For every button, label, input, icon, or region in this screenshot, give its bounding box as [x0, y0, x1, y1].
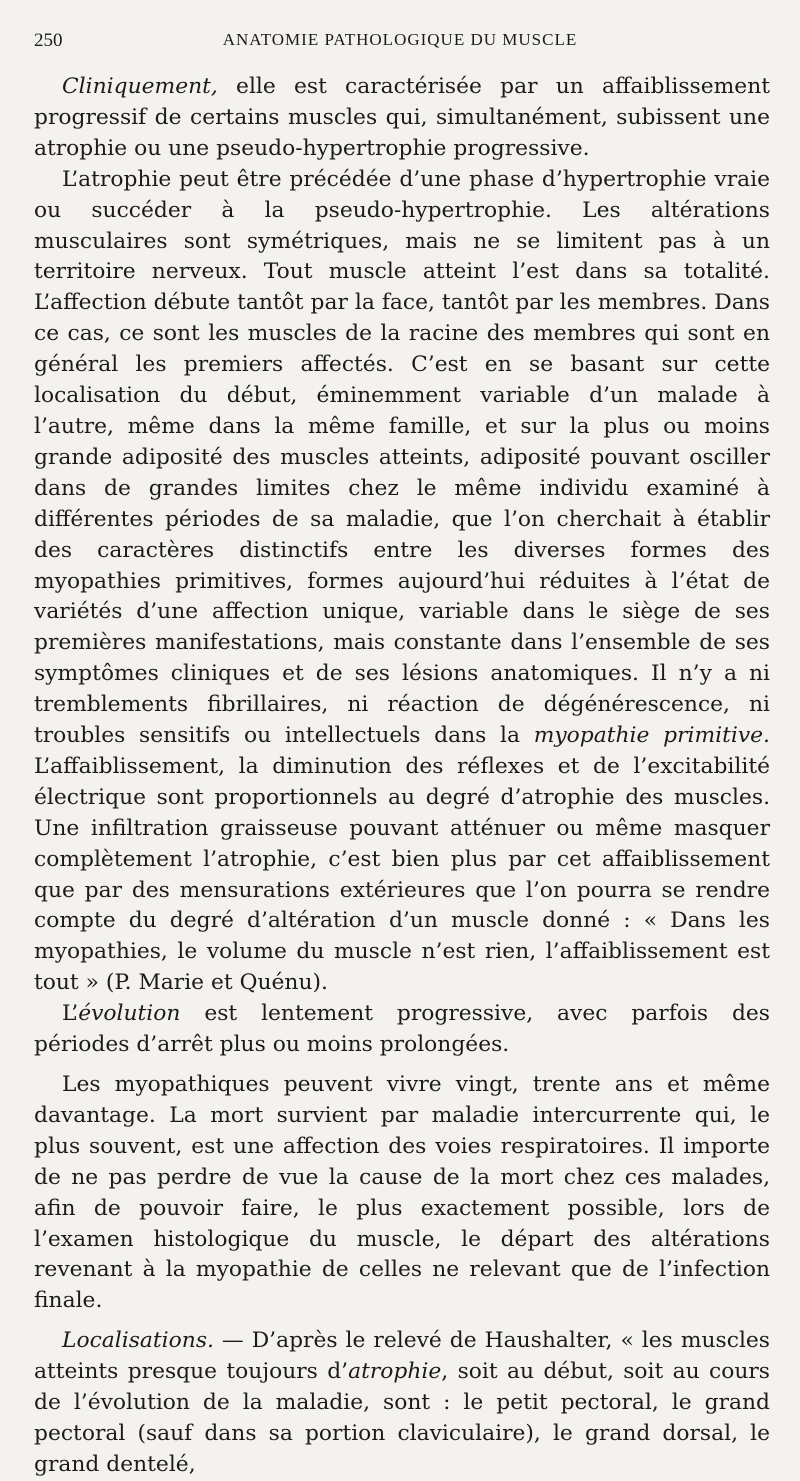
paragraph-text: — D’après le relevé de Haushalter, « les muscles atteints presque toujours d’	[34, 1328, 770, 1385]
paragraph-evolution	[34, 999, 770, 1061]
paragraph-text: elle est caractérisée par un affaiblissement progressif de certains muscles qui, simultanément, subissent une atrophie ou une pseudo-hypertrophie progressive.	[34, 74, 770, 161]
paragraph-text: L’affaiblissement, la diminution des réflexes et de l’excitabilité électrique sont proportionnels au degré d’atrophie des muscles. Une infiltration graisseuse pouvant atténuer ou même masquer complètement l’atrophie, c’est bien plus par cet affaiblissement que par des mensurations extérieures que l’on pourra se rendre compte du degré d’altération d’un muscle donné : « Dans les myopathies, le volume du muscle n’est rien, l’affaiblissement est tout » (P. Marie et Quénu).	[34, 753, 770, 996]
paragraph-survival	[34, 1070, 770, 1317]
paragraph-text: Les myopathiques peuvent vivre vingt, trente ans et même davantage. La mort survient par maladie intercurrente qui, le plus souvent, est une affection des voies respiratoires. Il importe de ne pas perdre de vue la cause de la mort chez ces malades, afin de pouvoir faire, le plus exactement possible, lors de l’examen histologique du muscle, le départ des altérations revenant à la myopathie de celles ne relevant que de l’infection finale.	[34, 1072, 770, 1314]
italic-term: Localisations.	[62, 1328, 214, 1354]
italic-term: myopathie primitive.	[533, 723, 770, 749]
paragraph-text: L’atrophie peut être précédée d’une phase d’hypertrophie vraie ou succéder à la pseudo-hypertrophie. Les altérations musculaires sont symétriques, mais ne se limitent pas à un territoire nerveux. Tout muscle atteint l’est dans sa totalité. L’affection débute tantôt par la face, tantôt par les membres. Dans ce cas, ce sont les muscles de la racine des membres qui sont en général les premiers affectés. C’est en se basant sur cette localisation du début, éminemment variable d’un malade à l’autre, même dans la même famille, et sur la plus ou moins grande adiposité des muscles atteints, adiposité pouvant osciller dans de grandes limites chez le même individu examiné à différentes périodes de sa maladie, que l’on cherchait à établir des caractères distinctifs entre les diverses formes des myopathies primitives, formes aujourd’hui réduites à l’état de variétés d’une affection unique, variable dans le siège de ses premières manifestations, mais constante dans l’ensemble de ses symptômes cliniques et de ses lésions anatomiques. Il n’y a ni tremblements fibrillaires, ni réaction de dégénérescence, ni troubles sensitifs ou intellectuels dans la	[34, 166, 770, 749]
page-header	[34, 30, 766, 56]
paragraph-atrophy	[34, 165, 770, 999]
italic-term: évolution	[78, 1001, 181, 1027]
paragraph-clinical	[34, 72, 770, 165]
paragraph-text: L’	[62, 1001, 79, 1027]
italic-term: atrophie	[348, 1359, 442, 1385]
paragraph-text: , soit au début, soit au cours de l’évolution de la maladie, sont : le petit pectoral, le grand pectoral (sauf dans sa portion claviculaire), le grand dorsal, le grand dentelé,	[34, 1359, 770, 1477]
body-text	[34, 72, 770, 1481]
page-number: 250	[34, 30, 63, 51]
paragraph-text: est lentement progressive, avec parfois des périodes d’arrêt plus ou moins prolongées.	[34, 1001, 770, 1058]
italic-term: Cliniquement,	[62, 74, 218, 99]
paragraph-localisations	[34, 1326, 770, 1481]
running-head: ANATOMIE PATHOLOGIQUE DU MUSCLE	[222, 30, 578, 49]
